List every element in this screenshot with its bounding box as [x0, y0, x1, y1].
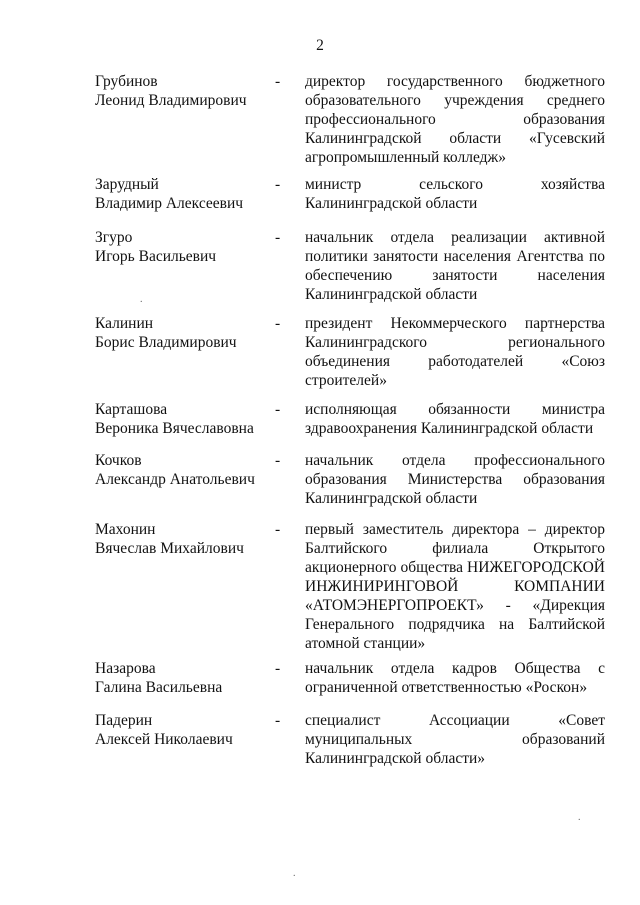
position-line: Калининградской области «Гусевский	[305, 130, 605, 147]
member-given-names: Леонид Владимирович	[95, 92, 247, 109]
member-position	[305, 175, 605, 213]
member-position	[305, 520, 605, 653]
scan-speck: .	[140, 294, 143, 305]
position-line: акционерного общества НИЖЕГОРОДСКОЙ	[305, 559, 605, 576]
position-line: начальник отдела реализации активной	[305, 229, 605, 246]
position-line: строителей»	[305, 372, 387, 389]
entry-dash: -	[275, 521, 281, 538]
position-line: исполняющая обязанности министра	[305, 401, 605, 418]
member-position	[305, 711, 605, 768]
member-surname: Калинин	[95, 315, 154, 332]
position-line: ИНЖИНИРИНГОВОЙ КОМПАНИИ	[305, 578, 605, 595]
position-line: министр сельского хозяйства	[305, 176, 605, 193]
position-line: Калининградской области	[305, 490, 478, 507]
member-name	[95, 659, 275, 697]
position-line: Калининградской области	[305, 286, 478, 303]
position-line: Калининградского регионального	[305, 334, 605, 351]
entry-dash: -	[275, 73, 281, 90]
member-given-names: Вячеслав Михайлович	[95, 540, 244, 557]
member-name	[95, 400, 275, 438]
member-position	[305, 400, 605, 438]
member-given-names: Вероника Вячеславовна	[95, 420, 254, 437]
member-position	[305, 72, 605, 167]
entry-dash: -	[275, 176, 281, 193]
member-name	[95, 72, 275, 110]
position-line: объединения работодателей «Союз	[305, 353, 605, 370]
position-line: образования Министерства образования	[305, 471, 605, 488]
position-line: специалист Ассоциации «Совет	[305, 712, 605, 729]
scan-speck: .	[578, 812, 581, 823]
entry-dash: -	[275, 315, 281, 332]
member-surname: Назарова	[95, 660, 156, 677]
member-given-names: Борис Владимирович	[95, 334, 237, 351]
position-line: агропромышленный колледж»	[305, 149, 506, 166]
entry-dash: -	[275, 452, 281, 469]
entry-dash: -	[275, 712, 281, 729]
member-surname: Кочков	[95, 452, 142, 469]
member-name	[95, 175, 275, 213]
member-name	[95, 228, 275, 266]
member-name	[95, 314, 275, 352]
position-line: профессионального образования	[305, 111, 605, 128]
entry-dash: -	[275, 660, 281, 677]
position-line: Калининградской области	[305, 195, 478, 212]
member-name	[95, 711, 275, 749]
member-position	[305, 228, 605, 304]
member-surname: Падерин	[95, 712, 153, 729]
position-line: первый заместитель директора – директор	[305, 521, 605, 538]
member-position	[305, 451, 605, 508]
entry-dash: -	[275, 401, 281, 418]
member-given-names: Владимир Алексеевич	[95, 195, 244, 212]
position-line: атомной станции»	[305, 635, 426, 652]
member-position	[305, 659, 605, 697]
member-position	[305, 314, 605, 390]
position-line: президент Некоммерческого партнерства	[305, 315, 605, 332]
position-line: Балтийского филиала Открытого	[305, 540, 605, 557]
member-given-names: Алексей Николаевич	[95, 731, 233, 748]
position-line: «АТОМЭНЕРГОПРОЕКТ» - «Дирекция	[305, 597, 605, 614]
scan-speck: .	[293, 868, 296, 879]
member-surname: Грубинов	[95, 73, 158, 90]
member-surname: Зарудный	[95, 176, 159, 193]
position-line: начальник отдела профессионального	[305, 452, 605, 469]
member-given-names: Игорь Васильевич	[95, 248, 217, 265]
position-line: муниципальных образований	[305, 731, 605, 748]
position-line: начальник отдела кадров Общества с	[305, 660, 605, 677]
position-line: Калининградской области»	[305, 750, 486, 767]
position-line: образовательного учреждения среднего	[305, 92, 605, 109]
position-line: ограниченной ответственностью «Роскон»	[305, 679, 588, 696]
member-surname: Махонин	[95, 521, 156, 538]
position-line: политики занятости населения Агентства по	[305, 248, 605, 265]
member-given-names: Александр Анатольевич	[95, 471, 255, 488]
member-surname: Згуро	[95, 229, 133, 246]
member-given-names: Галина Васильевна	[95, 679, 223, 696]
position-line: Генерального подрядчика на Балтийской	[305, 616, 605, 633]
member-name	[95, 520, 275, 558]
page-number: 2	[316, 37, 324, 54]
member-name	[95, 451, 275, 489]
member-surname: Карташова	[95, 401, 168, 418]
position-line: здравоохранения Калининградской области	[305, 420, 594, 437]
position-line: директор государственного бюджетного	[305, 73, 605, 90]
entry-dash: -	[275, 229, 281, 246]
position-line: обеспечению занятости населения	[305, 267, 605, 284]
